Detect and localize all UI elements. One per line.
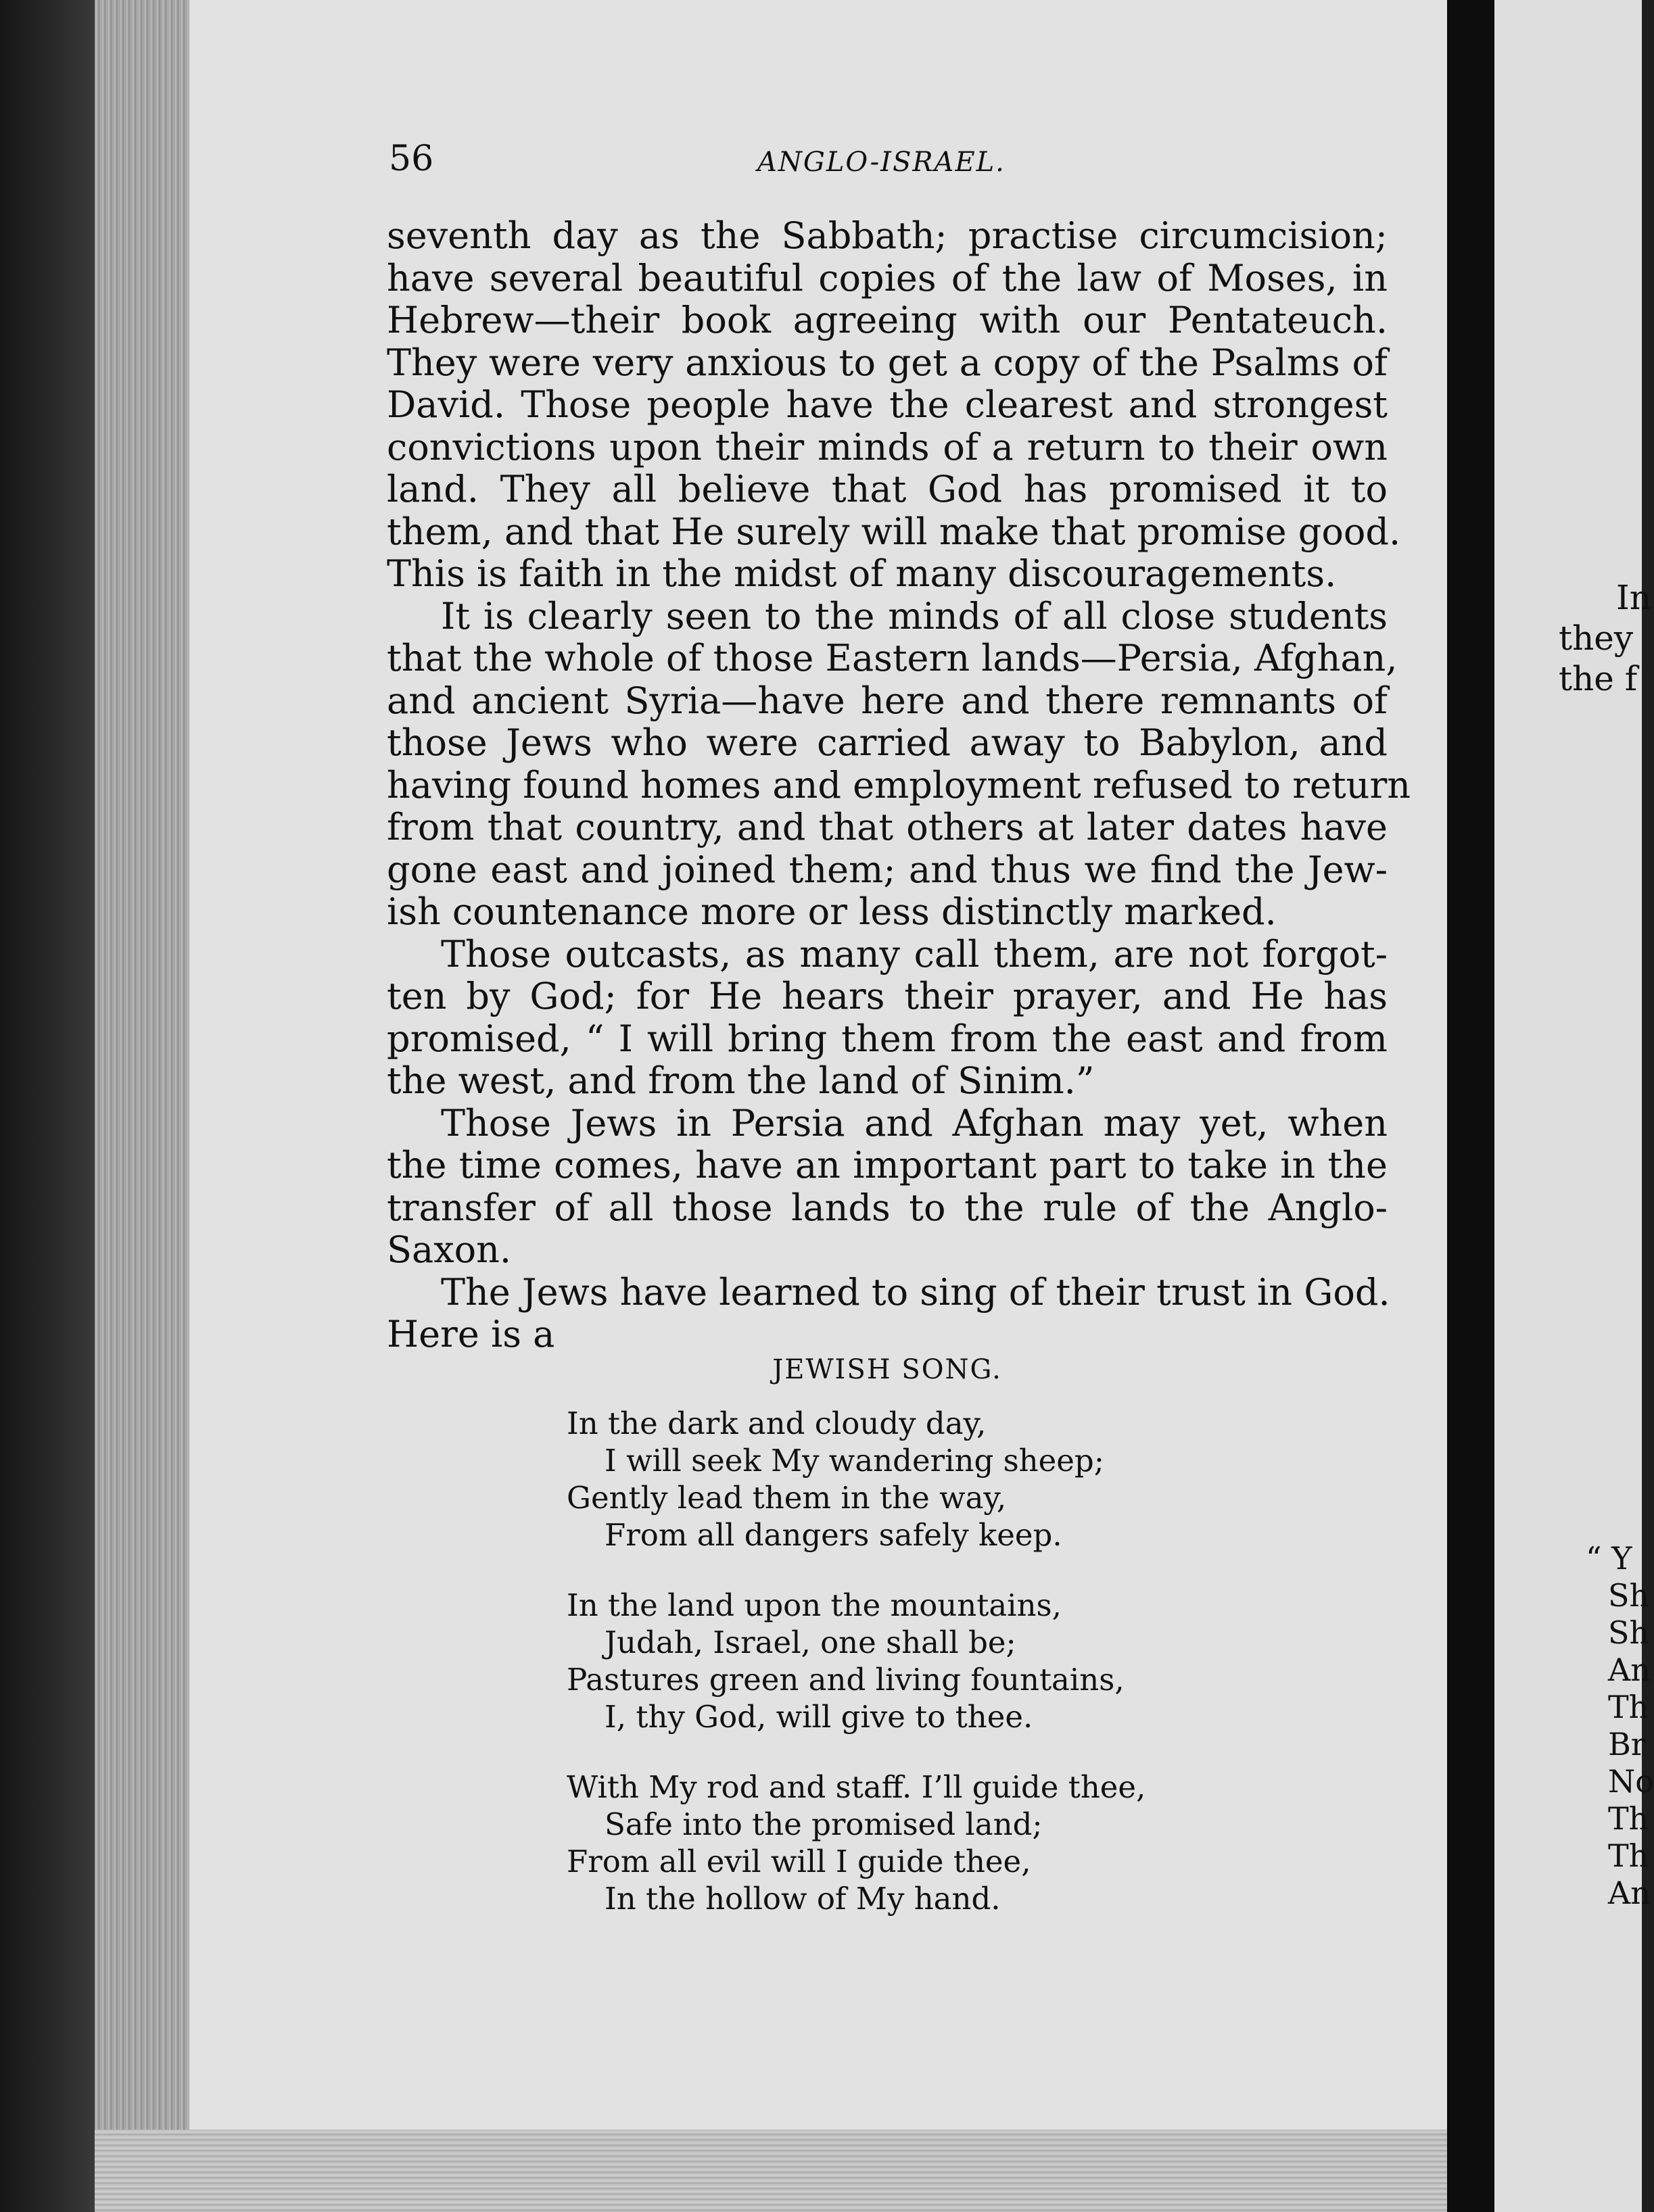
text-line: ten by God; for He hears their prayer, and He has bbox=[387, 975, 1388, 1017]
facing-page-fragment: they bbox=[1559, 619, 1634, 658]
text-line: Hebrew—their book agreeing with our Pentateuch. bbox=[387, 299, 1388, 341]
verse-line: From all dangers safely keep. bbox=[605, 1517, 1062, 1553]
verse bbox=[567, 1587, 1378, 1735]
text-line: having found homes and employment refused to return bbox=[387, 763, 1411, 807]
verse-line: In the dark and cloudy day, bbox=[567, 1405, 987, 1441]
text-line: transfer of all those lands to the rule of the Anglo- bbox=[387, 1186, 1388, 1229]
facing-page-fragment: An bbox=[1608, 1652, 1651, 1688]
text-line: gone east and joined them; and thus we find the Jew- bbox=[387, 848, 1388, 891]
facing-page-fragment: Th bbox=[1608, 1837, 1649, 1874]
text-line: This is faith in the midst of many discouragements. bbox=[387, 552, 1337, 595]
verse-line: Safe into the promised land; bbox=[605, 1806, 1043, 1842]
verse-line: In the hollow of My hand. bbox=[605, 1881, 1001, 1917]
verse-line: I will seek My wandering sheep; bbox=[605, 1443, 1104, 1478]
text-line: from that country, and that others at later dates have bbox=[387, 806, 1388, 848]
text-line: David. Those people have the clearest and strongest bbox=[387, 383, 1388, 426]
facing-page-fragment: In bbox=[1616, 578, 1651, 617]
text-line: promised, “ I will bring them from the east and from bbox=[387, 1017, 1388, 1060]
book-spine-shadow bbox=[0, 0, 95, 2212]
facing-page-fragment: An bbox=[1608, 1875, 1651, 1911]
verse-line: In the land upon the mountains, bbox=[567, 1587, 1062, 1623]
page-bottom-edges bbox=[95, 2130, 1447, 2212]
text-line: the west, and from the land of Sinim.” bbox=[387, 1059, 1095, 1102]
facing-page-fragment: Sh bbox=[1608, 1614, 1650, 1651]
text-line: and ancient Syria—have here and there remnants of bbox=[387, 679, 1388, 722]
text-line: land. They all believe that God has promised it to bbox=[387, 468, 1388, 510]
facing-page-fragment: No bbox=[1608, 1763, 1654, 1800]
book-gutter bbox=[1447, 0, 1494, 2212]
text-line: that the whole of those Eastern lands—Persia, Afghan, bbox=[387, 637, 1398, 679]
facing-page-fragment: the f bbox=[1559, 659, 1638, 698]
running-head: ANGLO-ISRAEL. bbox=[757, 147, 1006, 178]
text-line: them, and that He surely will make that promise good. bbox=[387, 510, 1401, 553]
text-line: those Jews who were carried away to Babylon, and bbox=[387, 721, 1388, 764]
verse bbox=[567, 1405, 1378, 1554]
text-line: The Jews have learned to sing of their trust in God. bbox=[441, 1270, 1390, 1314]
verse-line: Pastures green and living fountains, bbox=[567, 1662, 1125, 1698]
facing-page-fragment: Br bbox=[1608, 1726, 1646, 1762]
verse-line: From all evil will I guide thee, bbox=[567, 1844, 1031, 1879]
facing-page-fragment: Th bbox=[1608, 1800, 1649, 1837]
verse-line: Gently lead them in the way, bbox=[567, 1480, 1007, 1516]
song-verses bbox=[567, 1405, 1378, 1950]
text-line: It is clearly seen to the minds of all close students bbox=[441, 594, 1388, 638]
verse-line: Judah, Israel, one shall be; bbox=[605, 1625, 1016, 1660]
text-line: Those outcasts, as many call them, are not forgot- bbox=[441, 932, 1388, 976]
song-title: JEWISH SONG. bbox=[772, 1354, 1002, 1385]
page-edges bbox=[95, 0, 189, 2212]
verse-line: I, thy God, will give to thee. bbox=[605, 1699, 1033, 1735]
facing-page-fragment: “ Y bbox=[1586, 1540, 1632, 1577]
page-header bbox=[389, 139, 1390, 186]
text-line: the time comes, have an important part to take in the bbox=[387, 1144, 1388, 1186]
text-line: Here is a bbox=[387, 1313, 555, 1355]
page-number: 56 bbox=[389, 139, 434, 179]
verse-line: With My rod and staff. I’ll guide thee, bbox=[567, 1769, 1146, 1805]
text-line: have several beautiful copies of the law of Moses, in bbox=[387, 256, 1388, 299]
body-text bbox=[387, 214, 1411, 1356]
text-line: Those Jews in Persia and Afghan may yet, when bbox=[441, 1101, 1388, 1145]
text-line: ish countenance more or less distinctly marked. bbox=[387, 890, 1277, 933]
facing-page-fragment: Sh bbox=[1608, 1577, 1650, 1614]
verse bbox=[567, 1769, 1378, 1917]
text-line: seventh day as the Sabbath; practise circumcision; bbox=[387, 214, 1388, 257]
text-line: Saxon. bbox=[387, 1228, 512, 1271]
facing-page-fragment: Th bbox=[1608, 1689, 1649, 1725]
text-line: They were very anxious to get a copy of the Psalms of bbox=[387, 341, 1388, 384]
text-line: convictions upon their minds of a return to their own bbox=[387, 425, 1388, 468]
